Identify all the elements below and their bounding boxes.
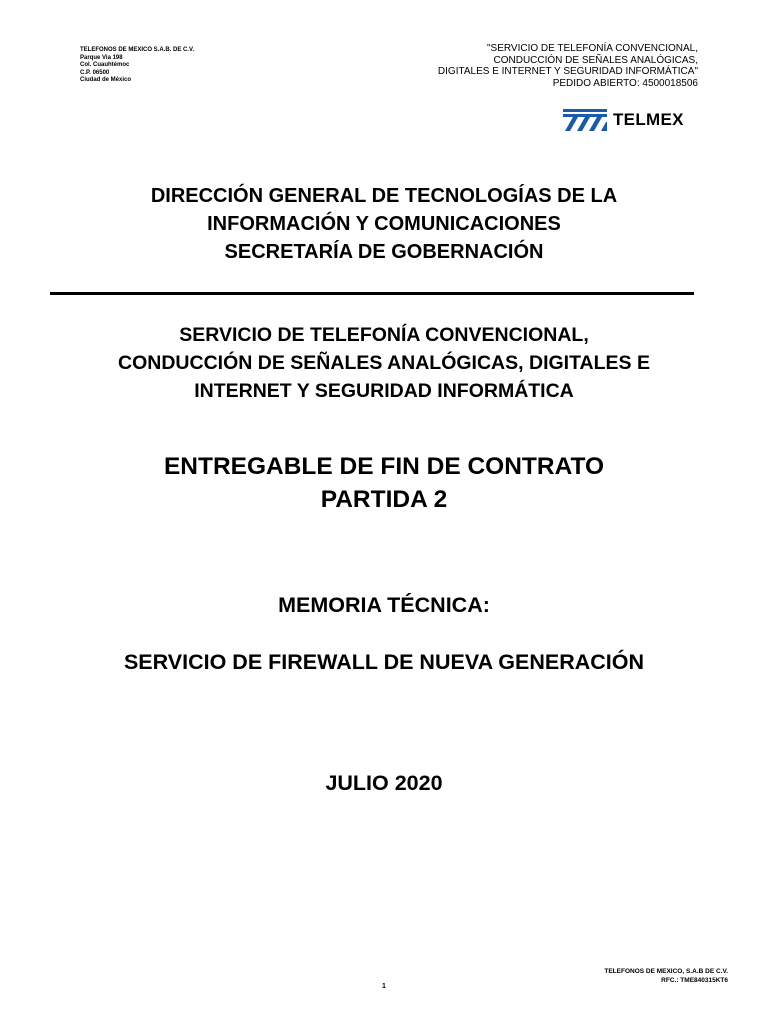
telmex-logo-icon (563, 109, 607, 131)
firewall-text: SERVICIO DE FIREWALL DE NUEVA GENERACIÓN (123, 650, 645, 674)
deliverable-title (40, 450, 728, 516)
deliverable-line: ENTREGABLE DE FIN DE CONTRATO (163, 453, 605, 480)
header-service-line: CONDUCCIÓN DE SEÑALES ANALÓGICAS, (493, 54, 698, 66)
telmex-logo (563, 108, 699, 132)
address-line: Parque Via 198 (80, 54, 123, 61)
firewall-heading (40, 647, 728, 677)
deliverable-line: PARTIDA 2 (320, 486, 448, 513)
header-order-number: PEDIDO ABIERTO: 4500018506 (552, 77, 698, 89)
date-text: JULIO 2020 (325, 771, 443, 795)
agency-title-line: DIRECCIÓN GENERAL DE TECNOLOGÍAS DE LA (150, 185, 618, 207)
memoria-text: MEMORIA TÉCNICA: (278, 593, 490, 617)
footer-rfc: RFC.: TME840315KT6 (661, 977, 728, 984)
divider (50, 292, 694, 295)
address-line: C.P. 06500 (80, 69, 110, 76)
header-service-line: "SERVICIO DE TELEFONÍA CONVENCIONAL, (486, 43, 698, 54)
service-title-line: INTERNET Y SEGURIDAD INFORMÁTICA (194, 380, 574, 402)
agency-title (40, 182, 728, 266)
service-title-line: SERVICIO DE TELEFONÍA CONVENCIONAL, (179, 324, 589, 346)
footer-company: TELEFONOS DE MEXICO, S.A.B DE C.V. (604, 968, 728, 975)
address-line: Ciudad de México (80, 77, 132, 84)
company-address (80, 47, 194, 85)
footer-company-info (604, 967, 728, 985)
document-date (40, 768, 728, 798)
logo-text: TELMEX (613, 110, 684, 129)
service-title (40, 321, 728, 405)
page-number: 1 (382, 983, 386, 990)
memoria-heading (40, 590, 728, 620)
address-line: Col. Cuauhtémoc (80, 62, 130, 69)
address-line: TELEFONOS DE MEXICO S.A.B. DE C.V. (80, 47, 195, 53)
header-service-block (438, 43, 698, 89)
service-title-line: CONDUCCIÓN DE SEÑALES ANALÓGICAS, DIGITALES E (118, 352, 650, 374)
header-service-line: DIGITALES E INTERNET Y SEGURIDAD INFORMÁTICA" (437, 66, 698, 77)
agency-title-line: INFORMACIÓN Y COMUNICACIONES (207, 213, 561, 235)
agency-title-line: SECRETARÍA DE GOBERNACIÓN (224, 241, 544, 263)
